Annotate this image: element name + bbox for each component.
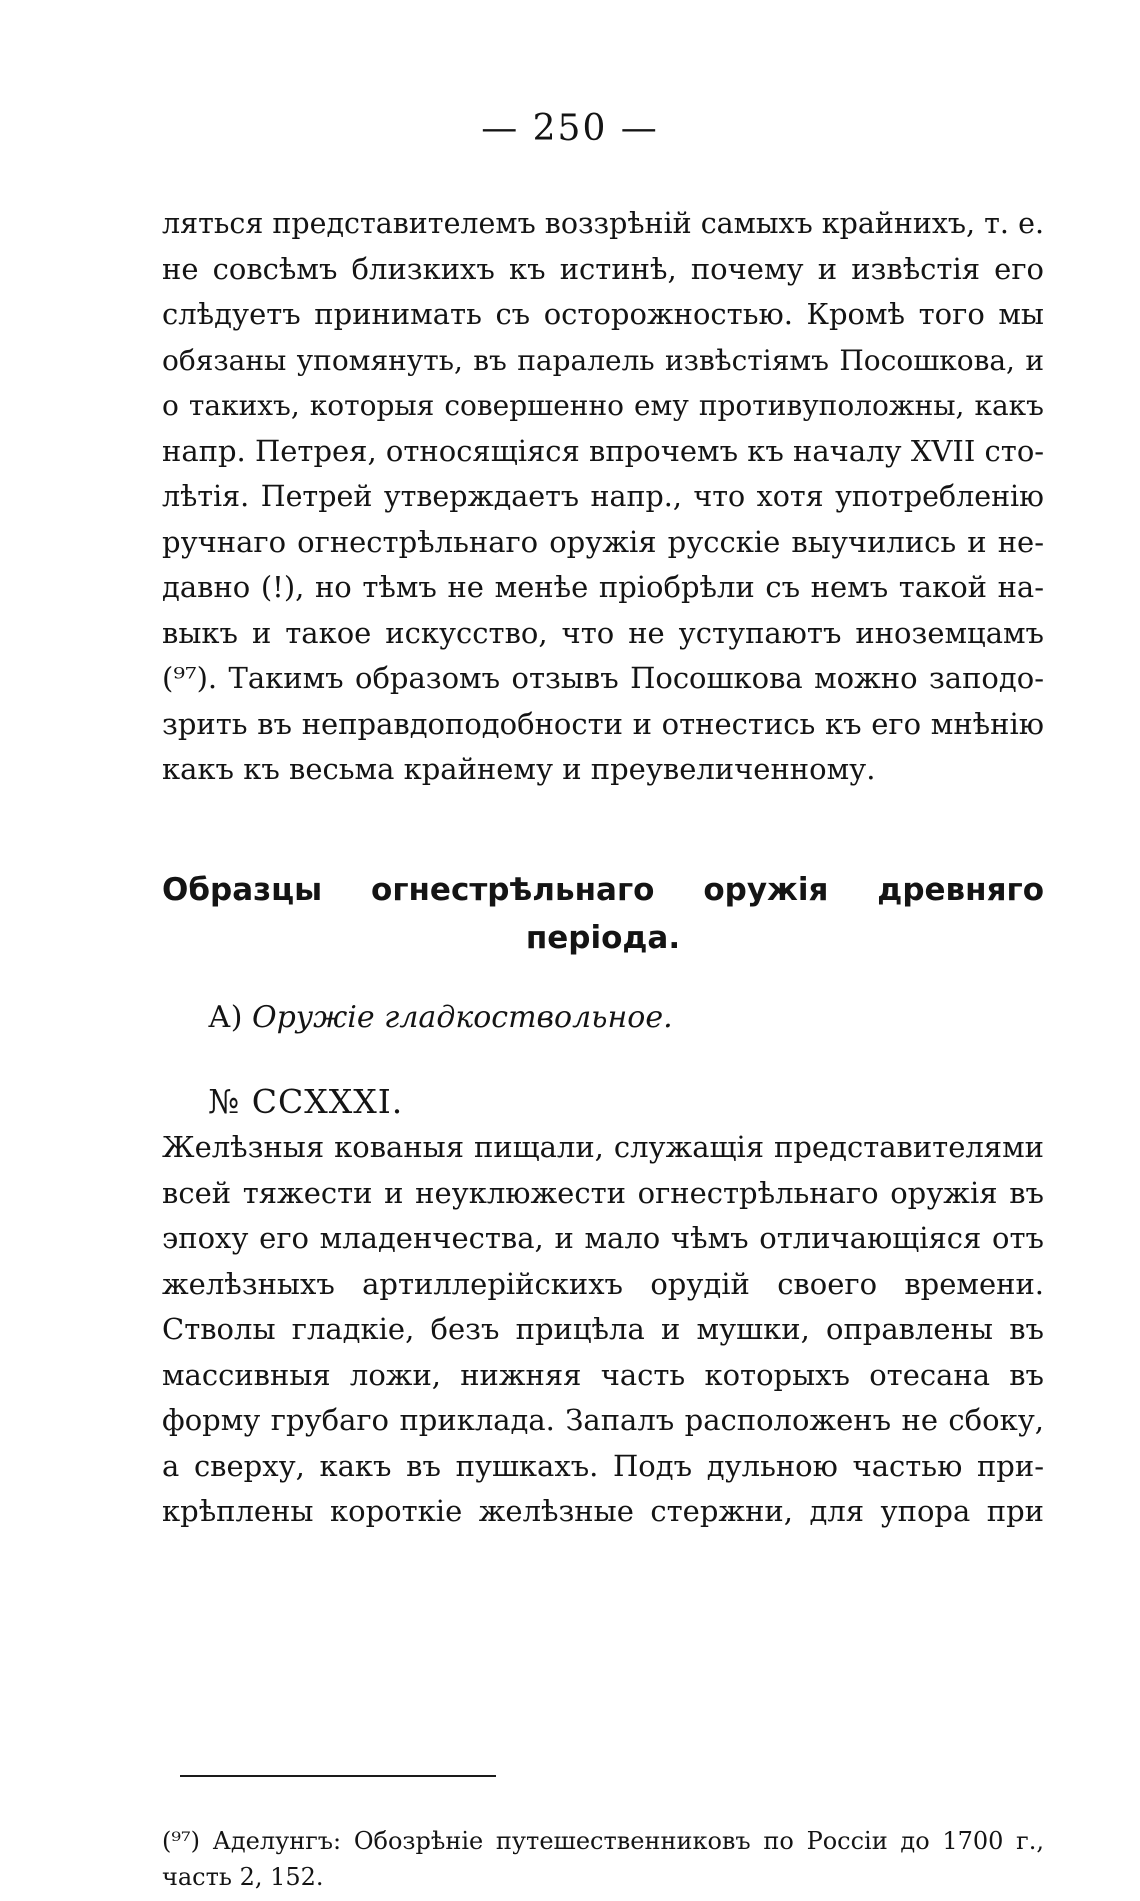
footnote-divider xyxy=(180,1775,496,1777)
text-line: ляться представителемъ воззрѣній самыхъ крайнихъ, т. е. xyxy=(162,207,1044,240)
section-heading-line-1: Образцы огнестрѣльнаго оружія древняго xyxy=(162,872,1044,908)
text-line: форму грубаго приклада. Запалъ расположенъ не сбоку, xyxy=(162,1403,1044,1437)
text-line: (⁹⁷). Такимъ образомъ отзывъ Посошкова можно заподо- xyxy=(162,661,1044,695)
text-line: лѣтія. Петрей утверждаетъ напр., что хотя употребленію xyxy=(162,480,1044,513)
entry-number: № CCXXXI. xyxy=(208,1082,404,1121)
text-line: крѣплены короткіе желѣзные стержни, для упора при xyxy=(162,1494,1044,1528)
subsection-heading xyxy=(208,1000,673,1035)
text-line: обязаны упомянуть, въ паралель извѣстіямъ Посошкова, и xyxy=(162,343,1044,377)
text-line: Желѣзныя кованыя пищали, служащія представителями xyxy=(162,1130,1044,1164)
page-number: — 250 — xyxy=(481,108,659,149)
text-line: выкъ и такое искусство, что не уступаютъ иноземцамъ xyxy=(162,615,1044,650)
body-paragraph-2 xyxy=(162,1125,1044,1535)
section-heading-line-2: періода. xyxy=(525,920,681,956)
subsection-title: Оружіе гладкоствольное. xyxy=(251,1000,673,1035)
text-line: напр. Петрея, относящіяся впрочемъ къ началу XVII сто- xyxy=(162,433,1045,468)
text-line: какъ къ весьма крайнему и преувеличенному. xyxy=(162,752,876,786)
subsection-prefix: А) xyxy=(208,1000,243,1035)
text-line: эпоху его младенчества, и мало чѣмъ отличающіяся отъ xyxy=(162,1221,1044,1255)
text-line: ручнаго огнестрѣльнаго оружія русскіе выучились и не- xyxy=(162,524,1044,559)
body-paragraph-1 xyxy=(162,201,1044,793)
text-line: слѣдуетъ принимать съ осторожностью. Кромѣ того мы xyxy=(162,297,1044,331)
text-line: всей тяжести и неуклюжести огнестрѣльнаго оружія въ xyxy=(162,1175,1044,1210)
text-line: массивныя ложи, нижняя часть которыхъ отесана въ xyxy=(162,1357,1044,1392)
footnote-line: часть 2, 152. xyxy=(162,1863,324,1891)
text-line: Стволы гладкіе, безъ прицѣла и мушки, оправлены въ xyxy=(162,1312,1044,1346)
text-line: о такихъ, которыя совершенно ему противуположны, какъ xyxy=(162,389,1044,422)
text-line: не совсѣмъ близкихъ къ истинѣ, почему и извѣстія его xyxy=(162,251,1044,286)
text-line: а сверху, какъ въ пушкахъ. Подъ дульною частью при- xyxy=(162,1448,1044,1483)
section-heading xyxy=(162,866,1044,962)
footnote xyxy=(162,1823,1044,1895)
text-line: зрить въ неправдоподобности и отнестись къ его мнѣнію xyxy=(162,706,1044,741)
text-line: давно (!), но тѣмъ не менѣе пріобрѣли съ немъ такой на- xyxy=(162,570,1044,604)
text-line: желѣзныхъ артиллерійскихъ орудій своего времени. xyxy=(162,1266,1044,1301)
footnote-line: (⁹⁷) Аделунгъ: Обозрѣніе путешественниковъ по Россіи до 1700 г., xyxy=(162,1827,1044,1855)
